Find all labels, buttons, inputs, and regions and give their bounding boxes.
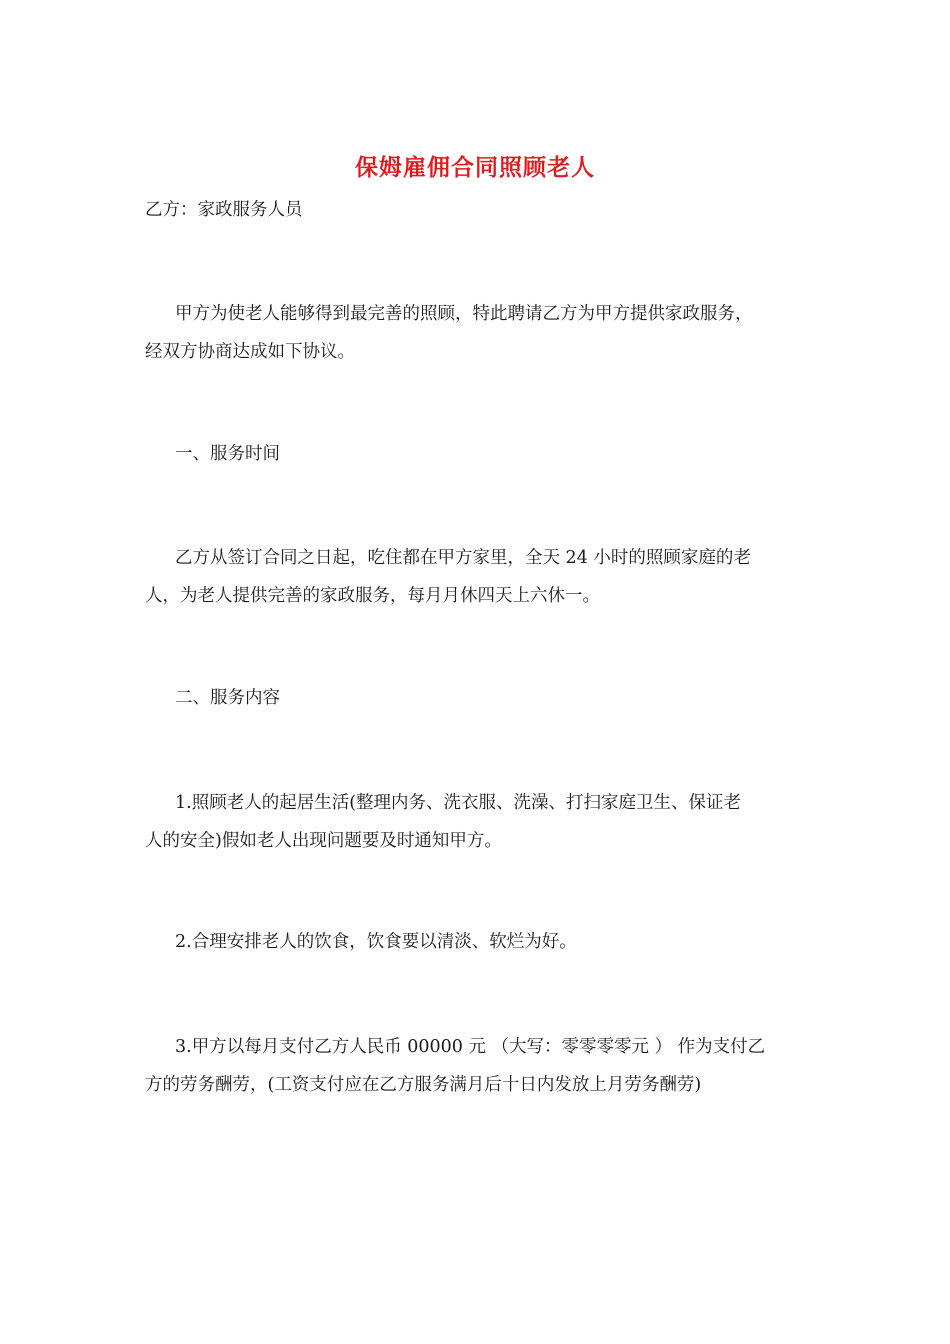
section-1-line-1: 乙方从签订合同之日起，吃住都在甲方家里，全天 24 小时的照顾家庭的老 [175,548,751,568]
section-1-heading: 一、服务时间 [175,444,280,464]
item-1-line-2: 人的安全)假如老人出现问题要及时通知甲方。 [145,831,502,851]
section-2-heading: 二、服务内容 [175,688,280,708]
section-1-line-2: 人，为老人提供完善的家政服务，每月月休四天上六休一。 [145,586,600,606]
intro-line-2: 经双方协商达成如下协议。 [145,342,355,362]
section-2-item-1 [145,784,805,860]
item-3-line-2: 方的劳务酬劳，(工资支付应在乙方服务满月后十日内发放上月劳务酬劳) [145,1075,702,1095]
party-b-line: 乙方：家政服务人员 [145,200,303,220]
document-title: 保姆雇佣合同照顾老人 [355,155,595,181]
item-1-line-1: 1.照顾老人的起居生活(整理内务、洗衣服、洗澡、打扫家庭卫生、保证老 [175,793,742,813]
section-2-item-3 [145,1028,805,1104]
intro-paragraph [145,295,805,371]
section-2-item-2: 2.合理安排老人的饮食，饮食要以清淡、软烂为好。 [175,932,577,952]
section-1-paragraph [145,539,805,615]
item-3-line-1: 3.甲方以每月支付乙方人民币 00000 元 （大写：零零零零元 ） 作为支付乙 [175,1037,766,1057]
intro-line-1: 甲方为使老人能够得到最完善的照顾，特此聘请乙方为甲方提供家政服务， [175,304,753,324]
